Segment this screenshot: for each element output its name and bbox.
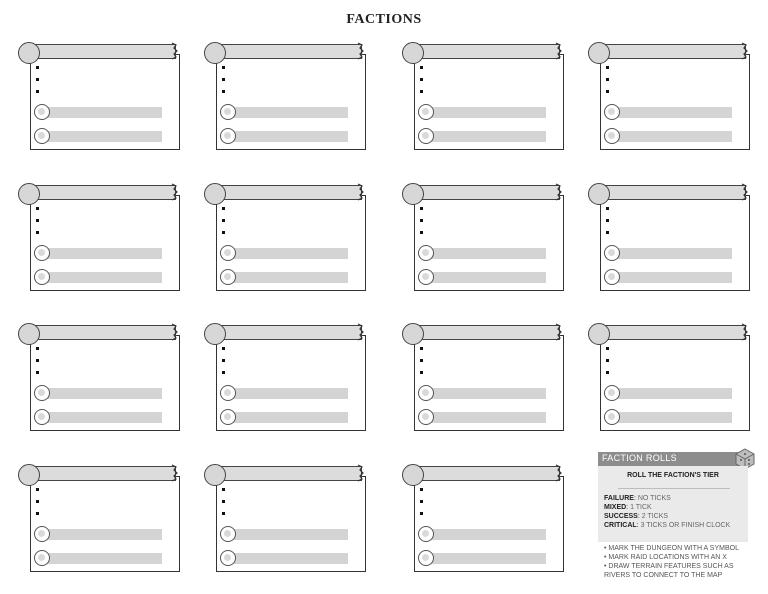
clock-circle[interactable] (220, 245, 236, 261)
result-failure: FAILURE: NO TICKS (604, 495, 671, 502)
faction-name-banner[interactable] (218, 325, 362, 340)
faction-card (402, 462, 562, 574)
bullet-dot (606, 231, 609, 234)
scroll-end-icon (356, 183, 366, 201)
scroll-end-icon (356, 464, 366, 482)
clock-row[interactable] (604, 409, 730, 425)
clock-circle[interactable] (220, 409, 236, 425)
bullet-dot (606, 78, 609, 81)
clock-bar (46, 412, 162, 423)
bullet-dot (36, 78, 39, 81)
bullet-list (222, 347, 226, 383)
clock-row[interactable] (220, 269, 346, 285)
faction-name-banner[interactable] (416, 325, 560, 340)
bullet-list (36, 488, 40, 524)
clock-row[interactable] (34, 104, 160, 120)
bullet-dot (36, 347, 39, 350)
page-title: FACTIONS (346, 12, 422, 27)
clock-circle[interactable] (34, 104, 50, 120)
bullet-dot (36, 90, 39, 93)
bullet-list (606, 347, 610, 383)
clock-bar (232, 553, 348, 564)
faction-card (402, 321, 562, 433)
clock-row[interactable] (220, 128, 346, 144)
clock-circle[interactable] (418, 128, 434, 144)
clock-bar (46, 388, 162, 399)
clock-bar (616, 248, 732, 259)
clock-bar (430, 553, 546, 564)
clock-bar (232, 412, 348, 423)
faction-card (588, 321, 748, 433)
bullet-dot (222, 500, 225, 503)
scroll-end-icon (170, 464, 180, 482)
bullet-dot (420, 231, 423, 234)
clock-bar (430, 412, 546, 423)
scroll-end-icon (170, 183, 180, 201)
bullet-list (606, 207, 610, 243)
bullet-list (222, 207, 226, 243)
clock-row[interactable] (220, 409, 346, 425)
faction-tier-circle[interactable] (18, 323, 40, 345)
bullet-dot (606, 347, 609, 350)
bullet-dot (420, 207, 423, 210)
faction-tier-circle[interactable] (18, 464, 40, 486)
clock-circle[interactable] (220, 526, 236, 542)
bullet-dot (420, 359, 423, 362)
faction-name-banner[interactable] (32, 44, 176, 59)
bullet-list (606, 66, 610, 102)
faction-card (204, 462, 364, 574)
bullet-dot (222, 512, 225, 515)
clock-circle[interactable] (418, 104, 434, 120)
faction-card (204, 40, 364, 152)
panel-divider (618, 488, 730, 489)
faction-card (588, 40, 748, 152)
bullet-list (36, 207, 40, 243)
clock-circle[interactable] (418, 269, 434, 285)
clock-row[interactable] (220, 385, 346, 401)
bullet-dot (420, 219, 423, 222)
clock-bar (232, 529, 348, 540)
bullet-dot (606, 90, 609, 93)
clock-bar (616, 272, 732, 283)
clock-circle[interactable] (220, 550, 236, 566)
bullet-dot (36, 512, 39, 515)
bullet-dot (222, 219, 225, 222)
result-critical: CRITICAL: 3 TICKS OR FINISH CLOCK (604, 522, 731, 529)
clock-row[interactable] (34, 269, 160, 285)
faction-name-banner[interactable] (218, 44, 362, 59)
clock-circle[interactable] (418, 245, 434, 261)
clock-row[interactable] (418, 526, 544, 542)
clock-bar (46, 107, 162, 118)
clock-circle[interactable] (418, 385, 434, 401)
bullet-dot (606, 66, 609, 69)
clock-row[interactable] (220, 550, 346, 566)
clock-bar (616, 412, 732, 423)
result-success: SUCCESS: 2 TICKS (604, 513, 669, 520)
clock-row[interactable] (604, 128, 730, 144)
clock-bar (430, 107, 546, 118)
bullet-dot (222, 371, 225, 374)
faction-tier-circle[interactable] (402, 464, 424, 486)
clock-row[interactable] (220, 245, 346, 261)
clock-row[interactable] (604, 245, 730, 261)
faction-card (18, 181, 178, 293)
faction-name-banner[interactable] (218, 185, 362, 200)
clock-bar (430, 529, 546, 540)
faction-card (204, 321, 364, 433)
clock-bar (616, 107, 732, 118)
note-item: • MARK RAID LOCATIONS WITH AN X (604, 554, 727, 561)
faction-tier-circle[interactable] (204, 183, 226, 205)
bullet-dot (420, 347, 423, 350)
bullet-dot (222, 488, 225, 491)
clock-row[interactable] (418, 269, 544, 285)
scroll-end-icon (554, 42, 564, 60)
note-item: • DRAW TERRAIN FEATURES SUCH AS RIVERS TO CONNECT TO THE MAP (604, 563, 734, 579)
clock-bar (430, 131, 546, 142)
faction-card (402, 181, 562, 293)
faction-tier-circle[interactable] (204, 42, 226, 64)
clock-bar (430, 248, 546, 259)
faction-card (18, 462, 178, 574)
scroll-end-icon (170, 323, 180, 341)
clock-bar (46, 248, 162, 259)
clock-circle[interactable] (34, 269, 50, 285)
bullet-dot (222, 347, 225, 350)
scroll-end-icon (356, 323, 366, 341)
panel-body (598, 466, 748, 542)
faction-tier-circle[interactable] (18, 183, 40, 205)
faction-tier-circle[interactable] (402, 183, 424, 205)
bullet-list (420, 488, 424, 524)
faction-name-banner[interactable] (218, 466, 362, 481)
faction-tier-circle[interactable] (204, 464, 226, 486)
bullet-dot (606, 219, 609, 222)
clock-row[interactable] (418, 550, 544, 566)
clock-bar (430, 388, 546, 399)
clock-circle[interactable] (34, 128, 50, 144)
scroll-end-icon (170, 42, 180, 60)
scroll-end-icon (740, 183, 750, 201)
clock-row[interactable] (34, 245, 160, 261)
clock-bar (232, 388, 348, 399)
bullet-dot (36, 488, 39, 491)
bullet-dot (420, 371, 423, 374)
clock-bar (232, 272, 348, 283)
faction-tier-circle[interactable] (18, 42, 40, 64)
faction-name-banner[interactable] (602, 325, 746, 340)
bullet-dot (420, 488, 423, 491)
clock-row[interactable] (418, 385, 544, 401)
bullet-dot (606, 371, 609, 374)
clock-row[interactable] (34, 409, 160, 425)
bullet-list (420, 347, 424, 383)
clock-row[interactable] (604, 385, 730, 401)
bullet-dot (222, 78, 225, 81)
faction-card (18, 321, 178, 433)
faction-card (204, 181, 364, 293)
scroll-end-icon (554, 183, 564, 201)
bullet-dot (36, 231, 39, 234)
bullet-dot (420, 500, 423, 503)
bullet-dot (606, 359, 609, 362)
clock-circle[interactable] (604, 269, 620, 285)
bullet-dot (36, 371, 39, 374)
clock-row[interactable] (34, 550, 160, 566)
roll-results (604, 494, 730, 530)
clock-circle[interactable] (418, 526, 434, 542)
bullet-dot (222, 66, 225, 69)
faction-name-banner[interactable] (602, 44, 746, 59)
bullet-list (420, 207, 424, 243)
faction-name-banner[interactable] (32, 325, 176, 340)
clock-bar (616, 131, 732, 142)
faction-tier-circle[interactable] (402, 323, 424, 345)
clock-circle[interactable] (34, 409, 50, 425)
bullet-list (36, 66, 40, 102)
bullet-dot (36, 500, 39, 503)
clock-circle[interactable] (418, 550, 434, 566)
clock-row[interactable] (604, 104, 730, 120)
bullet-list (222, 488, 226, 524)
bullet-dot (420, 90, 423, 93)
clock-bar (430, 272, 546, 283)
clock-circle[interactable] (220, 128, 236, 144)
faction-tier-circle[interactable] (204, 323, 226, 345)
clock-circle[interactable] (604, 104, 620, 120)
bullet-dot (222, 90, 225, 93)
clock-row[interactable] (418, 104, 544, 120)
panel-notes (604, 544, 750, 580)
bullet-dot (222, 359, 225, 362)
bullet-dot (606, 207, 609, 210)
faction-tier-circle[interactable] (588, 183, 610, 205)
faction-name-banner[interactable] (416, 44, 560, 59)
panel-subtitle: ROLL THE FACTION'S TIER (627, 472, 719, 479)
clock-bar (232, 131, 348, 142)
faction-rolls-panel (598, 452, 748, 588)
clock-row[interactable] (34, 385, 160, 401)
faction-card (588, 181, 748, 293)
faction-name-banner[interactable] (416, 185, 560, 200)
scroll-end-icon (554, 464, 564, 482)
panel-header (598, 452, 748, 466)
bullet-dot (36, 359, 39, 362)
bullet-list (36, 347, 40, 383)
bullet-dot (36, 219, 39, 222)
faction-tier-circle[interactable] (402, 42, 424, 64)
clock-row[interactable] (604, 269, 730, 285)
clock-circle[interactable] (604, 385, 620, 401)
scroll-end-icon (554, 323, 564, 341)
faction-name-banner[interactable] (602, 185, 746, 200)
clock-circle[interactable] (34, 526, 50, 542)
faction-name-banner[interactable] (32, 185, 176, 200)
bullet-list (222, 66, 226, 102)
clock-row[interactable] (418, 128, 544, 144)
clock-bar (46, 131, 162, 142)
clock-bar (232, 107, 348, 118)
clock-row[interactable] (418, 245, 544, 261)
bullet-dot (420, 512, 423, 515)
clock-circle[interactable] (34, 550, 50, 566)
clock-circle[interactable] (34, 245, 50, 261)
clock-circle[interactable] (220, 385, 236, 401)
note-item: • MARK THE DUNGEON WITH A SYMBOL (604, 545, 739, 552)
clock-circle[interactable] (604, 128, 620, 144)
clock-circle[interactable] (220, 104, 236, 120)
scroll-end-icon (740, 323, 750, 341)
faction-name-banner[interactable] (416, 466, 560, 481)
clock-bar (616, 388, 732, 399)
faction-card (18, 40, 178, 152)
clock-row[interactable] (220, 104, 346, 120)
clock-bar (46, 529, 162, 540)
clock-bar (46, 553, 162, 564)
faction-name-banner[interactable] (32, 466, 176, 481)
clock-circle[interactable] (34, 385, 50, 401)
clock-row[interactable] (34, 128, 160, 144)
bullet-dot (36, 207, 39, 210)
clock-row[interactable] (220, 526, 346, 542)
bullet-dot (420, 66, 423, 69)
faction-card (402, 40, 562, 152)
scroll-end-icon (356, 42, 366, 60)
faction-tier-circle[interactable] (588, 323, 610, 345)
clock-bar (46, 272, 162, 283)
bullet-list (420, 66, 424, 102)
bullet-dot (222, 207, 225, 210)
bullet-dot (420, 78, 423, 81)
clock-circle[interactable] (220, 269, 236, 285)
panel-header-text: FACTION ROLLS (602, 453, 677, 463)
scroll-end-icon (740, 42, 750, 60)
clock-circle[interactable] (418, 409, 434, 425)
result-mixed: MIXED: 1 TICK (604, 504, 652, 511)
clock-circle[interactable] (604, 409, 620, 425)
clock-bar (232, 248, 348, 259)
clock-row[interactable] (418, 409, 544, 425)
bullet-dot (36, 66, 39, 69)
clock-row[interactable] (34, 526, 160, 542)
bullet-dot (222, 231, 225, 234)
faction-tier-circle[interactable] (588, 42, 610, 64)
clock-circle[interactable] (604, 245, 620, 261)
